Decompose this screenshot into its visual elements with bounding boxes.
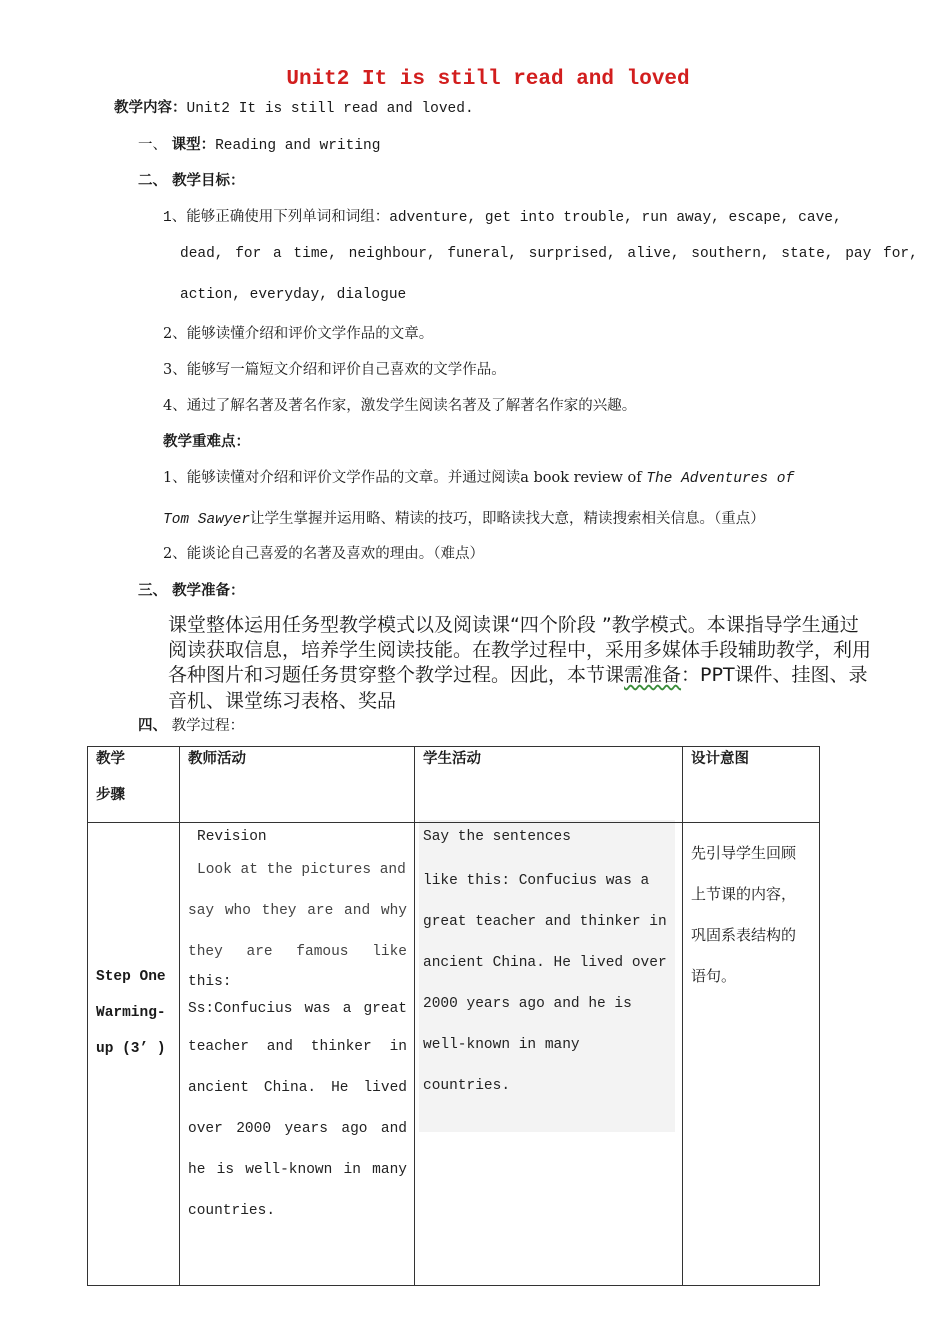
student-line-1: Say the sentences bbox=[423, 829, 571, 845]
table-row bbox=[88, 823, 820, 1286]
content-value: Unit2 It is still read and loved. bbox=[186, 101, 474, 117]
student-cell bbox=[415, 823, 683, 1286]
section-label: 教学过程： bbox=[171, 718, 245, 734]
step-line-2: Warming- bbox=[96, 1005, 166, 1021]
section-number: 一、 bbox=[138, 137, 167, 153]
intent-line-3: 巩固系表结构的 bbox=[691, 926, 797, 944]
prep-line-2: 阅读获取信息，培养学生阅读技能。在教学过程中，采用多媒体手段辅助教学，利用 bbox=[168, 639, 872, 661]
step-cell bbox=[88, 823, 180, 1286]
section-label: 教学目标： bbox=[172, 172, 245, 189]
teacher-line-9: he is well-known in many bbox=[188, 1162, 407, 1178]
section-label: 教学准备： bbox=[172, 582, 245, 599]
goal-1-line-1: 1、能够正确使用下列单词和词组：adventure, get into trouble, run away, escape, cave, bbox=[163, 210, 842, 226]
teacher-line-3: they are famous like bbox=[188, 944, 407, 960]
section-lesson-type bbox=[138, 133, 380, 154]
header-step-line-2: 步骤 bbox=[96, 786, 125, 803]
header-student: 学生活动 bbox=[423, 750, 481, 767]
prep-line-3 bbox=[168, 660, 868, 687]
goal-3: 3、能够写一篇短文介绍和评价自己喜欢的文学作品。 bbox=[163, 362, 506, 378]
teacher-line-4: this: bbox=[188, 974, 232, 990]
header-student-cell bbox=[415, 747, 683, 823]
section-number: 三、 bbox=[138, 582, 167, 599]
lesson-type-value: Reading and writing bbox=[215, 138, 381, 154]
intent-line-2: 上节课的内容， bbox=[691, 885, 797, 903]
goal-1-line-2: dead, for a time, neighbour, funeral, surprised, alive, southern, state, pay for, bbox=[180, 246, 918, 262]
step-line-1: Step One bbox=[96, 969, 166, 985]
section-prep-heading bbox=[138, 579, 245, 600]
teacher-line-2: say who they are and why bbox=[188, 903, 407, 919]
teacher-revision: Revision bbox=[197, 829, 267, 845]
lesson-process-table bbox=[87, 746, 820, 1286]
key-point-1-text: 1、能够读懂对介绍和评价文学作品的文章。并通过阅读a book review of bbox=[163, 470, 647, 486]
book-title: The Adventures of bbox=[646, 471, 795, 487]
prep-text-cont: ：PPT课件、挂图、录 bbox=[681, 664, 868, 686]
intent-cell bbox=[683, 823, 820, 1286]
section-label: 课型： bbox=[171, 136, 216, 153]
teacher-cell bbox=[180, 823, 415, 1286]
prep-text-marked: 需准备 bbox=[624, 664, 682, 686]
teacher-line-8: over 2000 years ago and bbox=[188, 1121, 407, 1137]
key-point-1-line-1 bbox=[163, 466, 794, 487]
prep-line-4: 音机、课堂练习表格、奖品 bbox=[168, 690, 397, 712]
teacher-line-5: Ss:Confucius was a great bbox=[188, 1001, 407, 1017]
step-line-3: up (3’ ) bbox=[96, 1041, 166, 1057]
book-title-cont: Tom Sawyer bbox=[163, 512, 251, 528]
page-title: Unit2 It is still read and loved bbox=[286, 68, 690, 91]
key-point-2: 2、能谈论自己喜爱的名著及喜欢的理由。（难点） bbox=[163, 546, 484, 562]
content-label: 教学内容： bbox=[114, 99, 187, 116]
key-point-1-text-cont: 让学生掌握并运用略、精读的技巧，即略读找大意，精读搜索相关信息。（重点） bbox=[250, 511, 765, 527]
student-line-4: ancient China. He lived over bbox=[423, 955, 667, 971]
header-teacher: 教师活动 bbox=[188, 750, 246, 767]
header-teacher-cell bbox=[180, 747, 415, 823]
header-step-cell bbox=[88, 747, 180, 823]
section-goals-heading bbox=[138, 169, 245, 190]
teacher-line-6: teacher and thinker in bbox=[188, 1039, 407, 1055]
intent-line-1: 先引导学生回顾 bbox=[691, 844, 797, 862]
header-intent-cell bbox=[683, 747, 820, 823]
intent-line-4: 语句。 bbox=[691, 967, 737, 985]
goal-2: 2、能够读懂介绍和评价文学作品的文章。 bbox=[163, 326, 434, 342]
section-process-heading bbox=[138, 714, 244, 735]
student-line-2: like this: Confucius was a bbox=[423, 873, 650, 889]
student-line-6: well-known in many countries. bbox=[423, 1037, 580, 1094]
header-step-line-1: 教学 bbox=[96, 750, 125, 767]
section-number: 二、 bbox=[138, 172, 167, 189]
key-point-1-line-2 bbox=[163, 507, 765, 528]
prep-text: 各种图片和习题任务贯穿整个教学过程。因此，本节课 bbox=[168, 664, 625, 686]
teacher-line-1: Look at the pictures and bbox=[197, 862, 406, 878]
key-points-heading: 教学重难点： bbox=[163, 433, 250, 450]
header-intent: 设计意图 bbox=[691, 750, 749, 767]
table-header-row bbox=[88, 747, 820, 823]
content-line bbox=[114, 96, 474, 117]
goal-1-line-3: action, everyday, dialogue bbox=[180, 287, 407, 303]
student-line-3: great teacher and thinker in bbox=[423, 914, 667, 930]
prep-line-1: 课堂整体运用任务型教学模式以及阅读课“四个阶段 ”教学模式。本课指导学生通过 bbox=[168, 614, 859, 636]
teacher-line-7: ancient China. He lived bbox=[188, 1080, 407, 1096]
goal-4: 4、通过了解名著及著名作家，激发学生阅读名著及了解著名作家的兴趣。 bbox=[163, 398, 637, 414]
student-line-5: 2000 years ago and he is bbox=[423, 996, 632, 1012]
teacher-line-10: countries. bbox=[188, 1203, 276, 1219]
section-number: 四、 bbox=[138, 717, 167, 734]
